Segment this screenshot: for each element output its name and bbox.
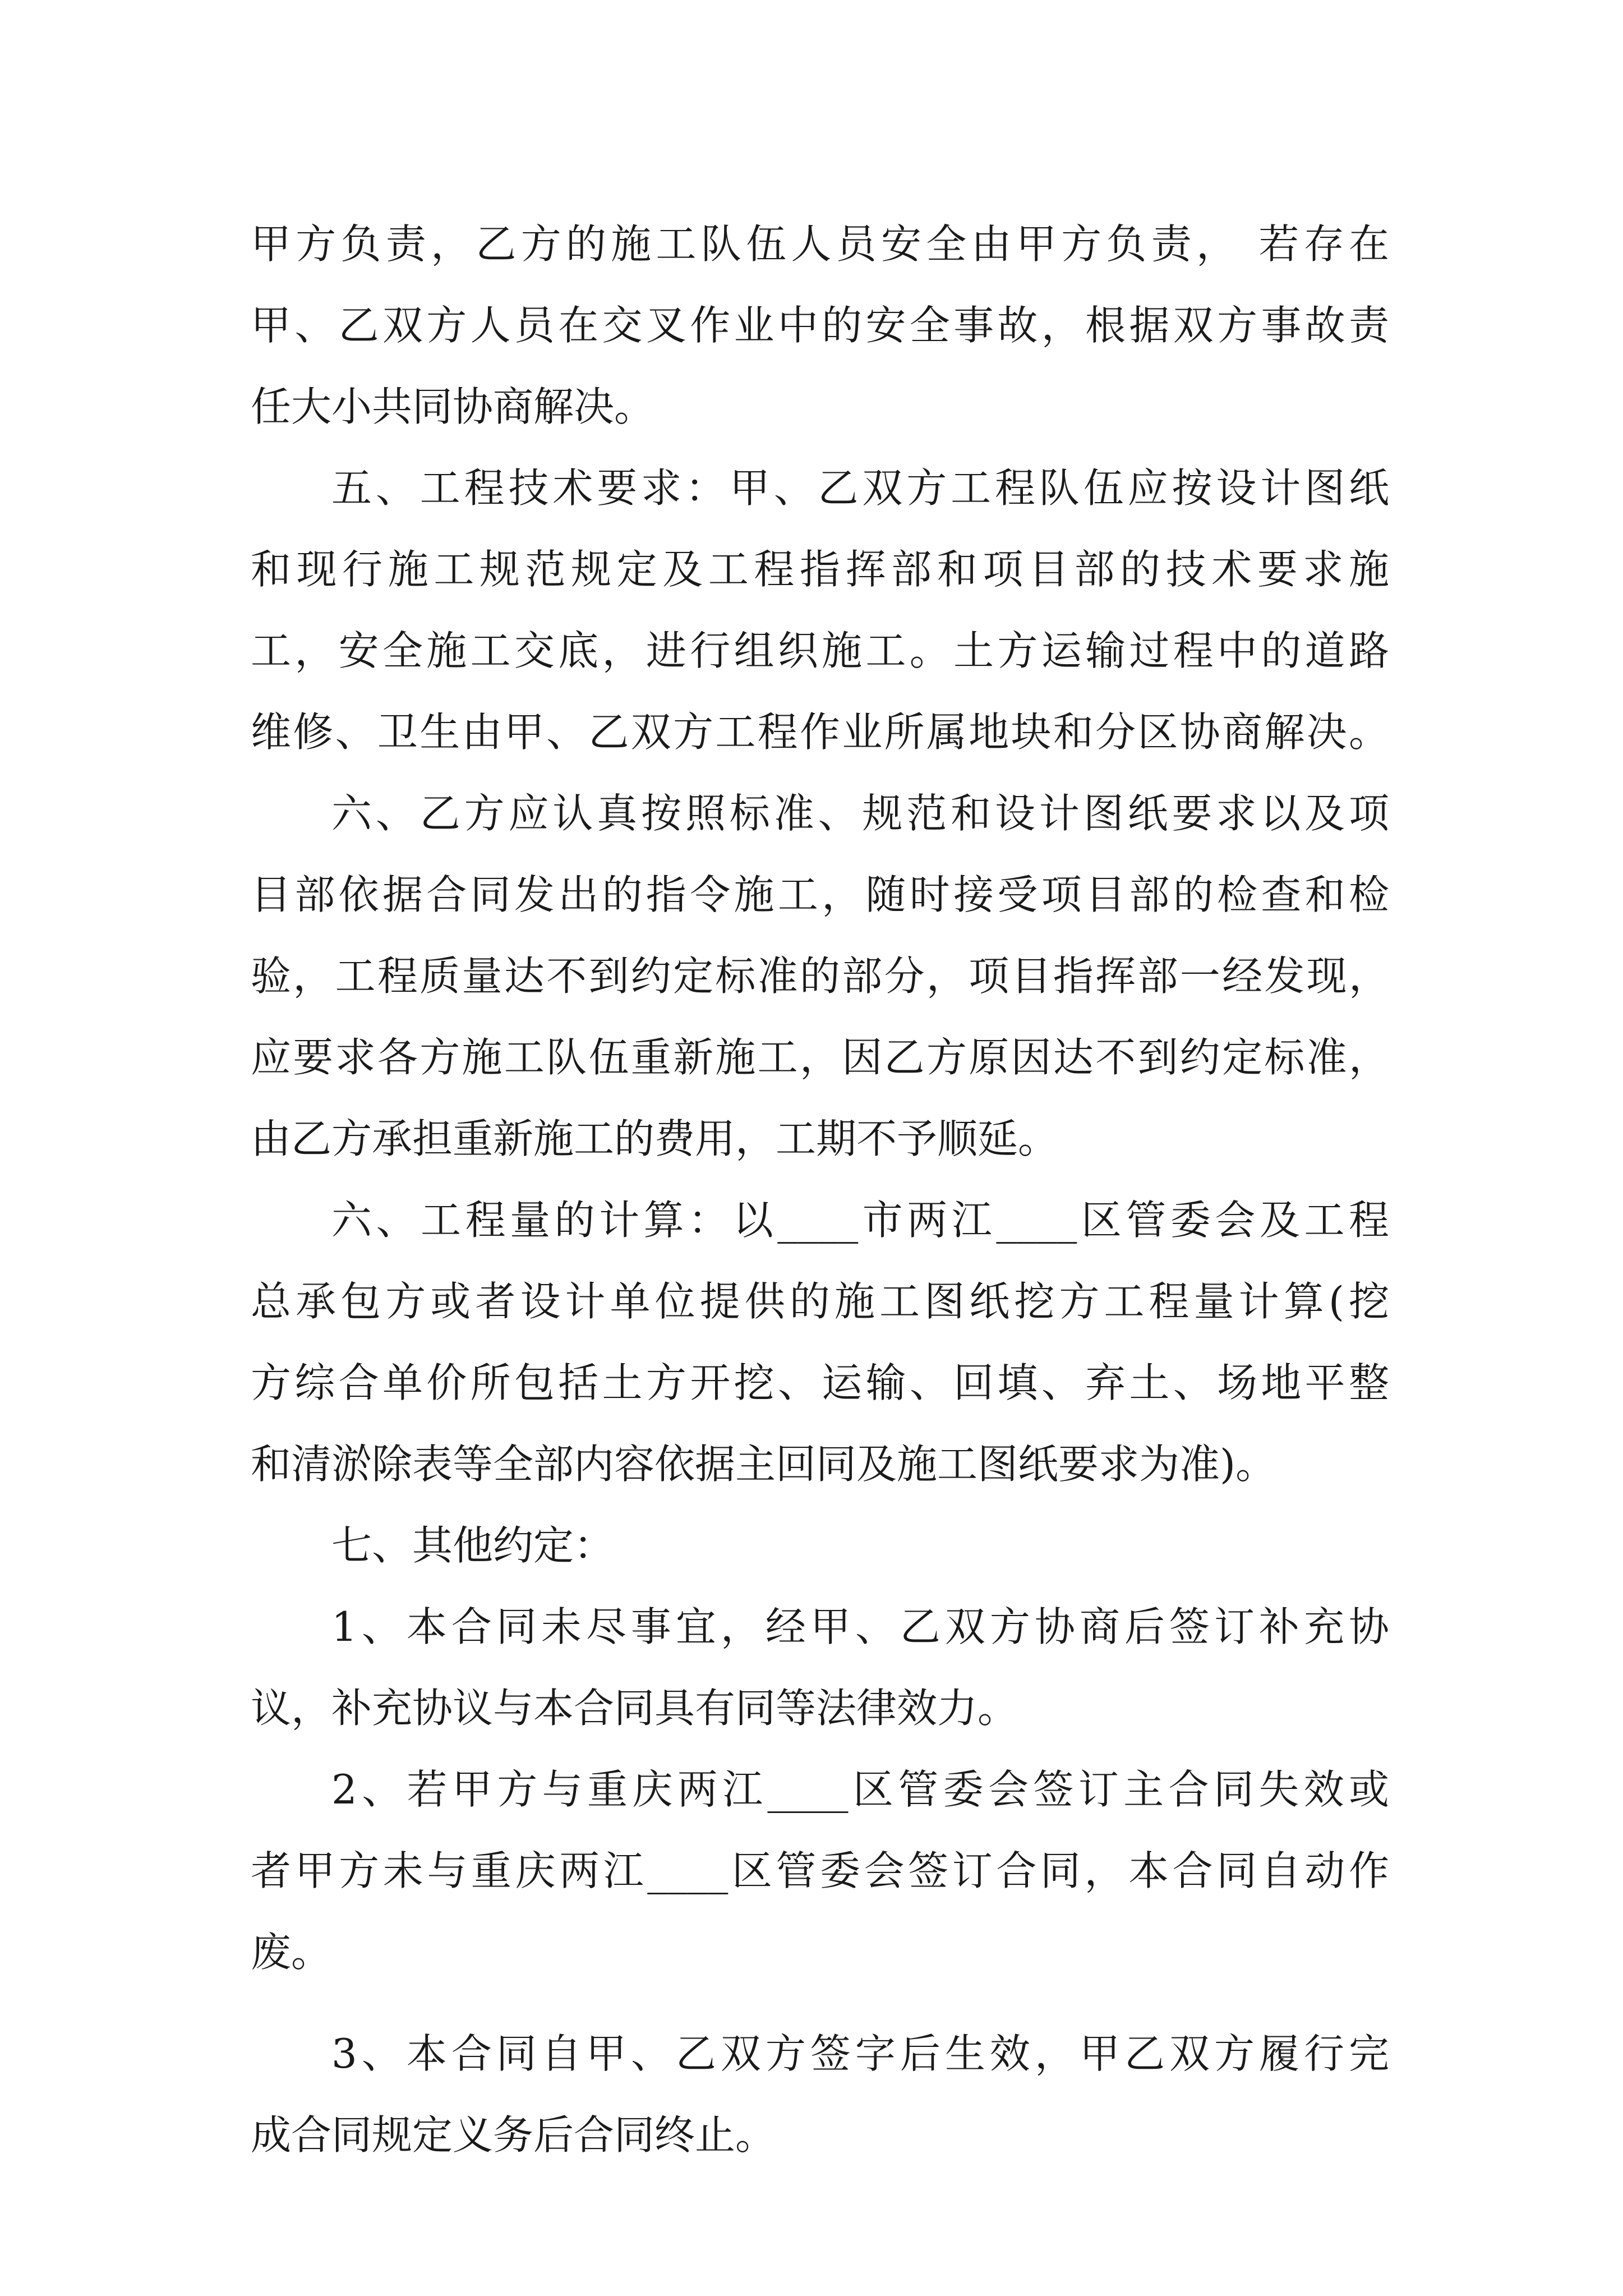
paragraph-line: 1、本合同未尽事宜，经甲、乙双方协商后签订补充协 xyxy=(331,1603,1389,1650)
paragraph-line: 总承包方或者设计单位提供的施工图纸挖方工程量计算(挖 xyxy=(251,1278,1389,1325)
paragraph-line: 五、工程技术要求：甲、乙双方工程队伍应按设计图纸 xyxy=(331,464,1389,512)
paragraph-line: 六、工程量的计算：以____市两江____区管委会及工程 xyxy=(331,1197,1389,1244)
section-heading: 七、其他约定： xyxy=(331,1522,615,1569)
paragraph-line: 和现行施工规范规定及工程指挥部和项目部的技术要求施 xyxy=(251,546,1389,593)
paragraph-line: 成合同规定义务后合同终止。 xyxy=(251,2111,776,2159)
paragraph-gap xyxy=(251,1993,1389,2013)
paragraph-line: 议，补充协议与本合同具有同等法律效力。 xyxy=(251,1685,1018,1732)
paragraph-line: 维修、卫生由甲、乙双方工程作业所属地块和分区协商解决。 xyxy=(251,708,1389,756)
paragraph-line: 和清淤除表等全部内容依据主回同及施工图纸要求为准)。 xyxy=(251,1441,1276,1488)
paragraph-line: 甲方负责，乙方的施工队伍人员安全由甲方负责， 若存在 xyxy=(251,220,1389,268)
document-body xyxy=(251,204,1389,2176)
paragraph-line: 废。 xyxy=(251,1929,332,1976)
paragraph-line: 六、乙方应认真按照标准、规范和设计图纸要求以及项 xyxy=(331,790,1389,837)
paragraph-line: 甲、乙双方人员在交叉作业中的安全事故，根据双方事故责 xyxy=(251,302,1389,349)
paragraph-line: 者甲方未与重庆两江____区管委会签订合同，本合同自动作 xyxy=(251,1847,1389,1894)
paragraph-line: 验，工程质量达不到约定标准的部分，项目指挥部一经发现， xyxy=(251,953,1389,1000)
paragraph-line: 任大小共同协商解决。 xyxy=(251,383,655,430)
paragraph-line: 3、本合同自甲、乙双方签字后生效，甲乙双方履行完 xyxy=(331,2030,1389,2077)
paragraph-line: 应要求各方施工队伍重新施工，因乙方原因达不到约定标准， xyxy=(251,1034,1389,1081)
paragraph-line: 2、若甲方与重庆两江____区管委会签订主合同失效或 xyxy=(331,1766,1389,1813)
paragraph-line: 工，安全施工交底，进行组织施工。土方运输过程中的道路 xyxy=(251,627,1389,674)
paragraph-line: 方综合单价所包括土方开挖、运输、回填、弃土、场地平整 xyxy=(251,1359,1389,1406)
paragraph-line: 目部依据合同发出的指令施工，随时接受项目部的检查和检 xyxy=(251,871,1389,918)
paragraph-line: 由乙方承担重新施工的费用，工期不予顺延。 xyxy=(251,1115,1059,1162)
